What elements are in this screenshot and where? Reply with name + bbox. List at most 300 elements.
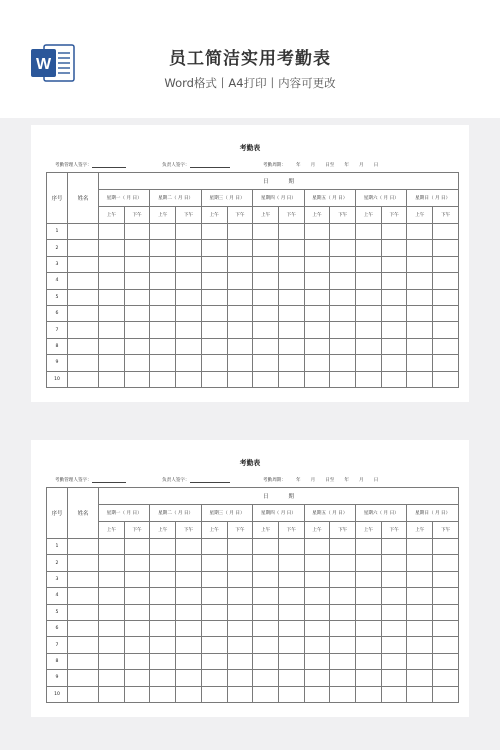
attendance-cell[interactable] — [150, 256, 176, 272]
attendance-cell[interactable] — [407, 637, 433, 653]
attendance-cell[interactable] — [176, 653, 202, 669]
attendance-cell[interactable] — [330, 224, 356, 240]
attendance-cell[interactable] — [381, 240, 407, 256]
attendance-cell[interactable] — [407, 653, 433, 669]
attendance-cell[interactable] — [253, 371, 279, 387]
attendance-cell[interactable] — [253, 355, 279, 371]
attendance-cell[interactable] — [176, 289, 202, 305]
attendance-cell[interactable] — [381, 338, 407, 354]
attendance-cell[interactable] — [433, 355, 459, 371]
attendance-cell[interactable] — [278, 555, 304, 571]
attendance-cell[interactable] — [304, 588, 330, 604]
attendance-cell[interactable] — [278, 620, 304, 636]
attendance-cell[interactable] — [304, 289, 330, 305]
attendance-cell[interactable] — [227, 338, 253, 354]
attendance-cell[interactable] — [330, 305, 356, 321]
attendance-cell[interactable] — [304, 637, 330, 653]
attendance-cell[interactable] — [124, 539, 150, 555]
attendance-cell[interactable] — [433, 555, 459, 571]
attendance-cell[interactable] — [227, 653, 253, 669]
attendance-cell[interactable] — [176, 224, 202, 240]
attendance-cell[interactable] — [150, 371, 176, 387]
attendance-cell[interactable] — [356, 686, 382, 702]
attendance-cell[interactable] — [330, 571, 356, 587]
attendance-cell[interactable] — [330, 240, 356, 256]
attendance-cell[interactable] — [201, 305, 227, 321]
name-cell[interactable] — [68, 604, 99, 620]
attendance-cell[interactable] — [150, 224, 176, 240]
attendance-cell[interactable] — [150, 338, 176, 354]
attendance-cell[interactable] — [253, 289, 279, 305]
attendance-cell[interactable] — [253, 539, 279, 555]
attendance-cell[interactable] — [304, 620, 330, 636]
attendance-cell[interactable] — [253, 305, 279, 321]
attendance-cell[interactable] — [433, 670, 459, 686]
attendance-cell[interactable] — [227, 539, 253, 555]
attendance-cell[interactable] — [304, 338, 330, 354]
attendance-cell[interactable] — [278, 604, 304, 620]
attendance-cell[interactable] — [356, 305, 382, 321]
attendance-cell[interactable] — [407, 305, 433, 321]
attendance-cell[interactable] — [356, 256, 382, 272]
attendance-cell[interactable] — [278, 289, 304, 305]
attendance-cell[interactable] — [278, 571, 304, 587]
attendance-cell[interactable] — [356, 289, 382, 305]
attendance-cell[interactable] — [201, 620, 227, 636]
attendance-cell[interactable] — [124, 555, 150, 571]
attendance-cell[interactable] — [381, 305, 407, 321]
attendance-cell[interactable] — [124, 670, 150, 686]
attendance-cell[interactable] — [381, 620, 407, 636]
attendance-cell[interactable] — [330, 637, 356, 653]
attendance-cell[interactable] — [176, 686, 202, 702]
name-cell[interactable] — [68, 224, 99, 240]
attendance-cell[interactable] — [433, 305, 459, 321]
attendance-cell[interactable] — [330, 653, 356, 669]
attendance-cell[interactable] — [99, 539, 125, 555]
attendance-cell[interactable] — [278, 338, 304, 354]
attendance-cell[interactable] — [124, 224, 150, 240]
attendance-cell[interactable] — [407, 686, 433, 702]
attendance-cell[interactable] — [433, 322, 459, 338]
attendance-cell[interactable] — [304, 224, 330, 240]
attendance-cell[interactable] — [330, 289, 356, 305]
attendance-cell[interactable] — [99, 273, 125, 289]
attendance-cell[interactable] — [304, 653, 330, 669]
attendance-cell[interactable] — [201, 338, 227, 354]
attendance-cell[interactable] — [407, 588, 433, 604]
attendance-cell[interactable] — [356, 273, 382, 289]
attendance-cell[interactable] — [201, 653, 227, 669]
attendance-cell[interactable] — [253, 256, 279, 272]
attendance-cell[interactable] — [253, 670, 279, 686]
attendance-cell[interactable] — [176, 322, 202, 338]
attendance-cell[interactable] — [330, 555, 356, 571]
attendance-cell[interactable] — [407, 371, 433, 387]
attendance-cell[interactable] — [278, 240, 304, 256]
attendance-cell[interactable] — [201, 240, 227, 256]
attendance-cell[interactable] — [201, 256, 227, 272]
attendance-cell[interactable] — [99, 653, 125, 669]
attendance-cell[interactable] — [124, 273, 150, 289]
attendance-cell[interactable] — [278, 637, 304, 653]
attendance-cell[interactable] — [407, 539, 433, 555]
attendance-cell[interactable] — [433, 338, 459, 354]
attendance-cell[interactable] — [253, 604, 279, 620]
attendance-cell[interactable] — [330, 371, 356, 387]
attendance-cell[interactable] — [201, 273, 227, 289]
name-cell[interactable] — [68, 273, 99, 289]
attendance-cell[interactable] — [227, 322, 253, 338]
attendance-cell[interactable] — [99, 686, 125, 702]
attendance-cell[interactable] — [227, 620, 253, 636]
attendance-cell[interactable] — [253, 240, 279, 256]
name-cell[interactable] — [68, 256, 99, 272]
attendance-cell[interactable] — [176, 305, 202, 321]
attendance-cell[interactable] — [381, 273, 407, 289]
name-cell[interactable] — [68, 637, 99, 653]
attendance-cell[interactable] — [176, 371, 202, 387]
name-cell[interactable] — [68, 620, 99, 636]
attendance-cell[interactable] — [356, 604, 382, 620]
attendance-cell[interactable] — [99, 322, 125, 338]
attendance-cell[interactable] — [356, 371, 382, 387]
attendance-cell[interactable] — [433, 653, 459, 669]
attendance-cell[interactable] — [201, 224, 227, 240]
attendance-cell[interactable] — [433, 588, 459, 604]
attendance-cell[interactable] — [330, 273, 356, 289]
attendance-cell[interactable] — [176, 273, 202, 289]
attendance-cell[interactable] — [150, 670, 176, 686]
attendance-cell[interactable] — [150, 322, 176, 338]
attendance-cell[interactable] — [381, 322, 407, 338]
attendance-cell[interactable] — [253, 588, 279, 604]
attendance-cell[interactable] — [176, 588, 202, 604]
attendance-cell[interactable] — [433, 289, 459, 305]
attendance-cell[interactable] — [176, 571, 202, 587]
attendance-cell[interactable] — [304, 273, 330, 289]
attendance-cell[interactable] — [253, 224, 279, 240]
attendance-cell[interactable] — [176, 637, 202, 653]
attendance-cell[interactable] — [201, 588, 227, 604]
attendance-cell[interactable] — [99, 355, 125, 371]
attendance-cell[interactable] — [330, 338, 356, 354]
attendance-cell[interactable] — [330, 355, 356, 371]
attendance-cell[interactable] — [201, 539, 227, 555]
attendance-cell[interactable] — [99, 604, 125, 620]
attendance-cell[interactable] — [433, 371, 459, 387]
attendance-cell[interactable] — [124, 305, 150, 321]
attendance-cell[interactable] — [407, 273, 433, 289]
attendance-cell[interactable] — [356, 322, 382, 338]
attendance-cell[interactable] — [227, 289, 253, 305]
attendance-cell[interactable] — [227, 256, 253, 272]
attendance-cell[interactable] — [227, 571, 253, 587]
attendance-cell[interactable] — [381, 670, 407, 686]
attendance-cell[interactable] — [124, 289, 150, 305]
attendance-cell[interactable] — [124, 637, 150, 653]
attendance-cell[interactable] — [278, 653, 304, 669]
name-cell[interactable] — [68, 555, 99, 571]
attendance-cell[interactable] — [356, 653, 382, 669]
attendance-cell[interactable] — [150, 637, 176, 653]
attendance-cell[interactable] — [433, 686, 459, 702]
name-cell[interactable] — [68, 240, 99, 256]
name-cell[interactable] — [68, 371, 99, 387]
attendance-cell[interactable] — [407, 604, 433, 620]
attendance-cell[interactable] — [99, 240, 125, 256]
name-cell[interactable] — [68, 686, 99, 702]
attendance-cell[interactable] — [253, 637, 279, 653]
attendance-cell[interactable] — [433, 637, 459, 653]
attendance-cell[interactable] — [356, 571, 382, 587]
attendance-cell[interactable] — [381, 637, 407, 653]
attendance-cell[interactable] — [201, 571, 227, 587]
attendance-cell[interactable] — [407, 338, 433, 354]
attendance-cell[interactable] — [381, 555, 407, 571]
attendance-cell[interactable] — [381, 571, 407, 587]
attendance-cell[interactable] — [99, 338, 125, 354]
attendance-cell[interactable] — [227, 555, 253, 571]
attendance-cell[interactable] — [150, 686, 176, 702]
attendance-cell[interactable] — [201, 637, 227, 653]
attendance-cell[interactable] — [99, 670, 125, 686]
attendance-cell[interactable] — [124, 355, 150, 371]
attendance-cell[interactable] — [304, 670, 330, 686]
attendance-cell[interactable] — [176, 256, 202, 272]
attendance-cell[interactable] — [330, 539, 356, 555]
attendance-cell[interactable] — [124, 604, 150, 620]
attendance-cell[interactable] — [381, 355, 407, 371]
attendance-cell[interactable] — [304, 322, 330, 338]
attendance-cell[interactable] — [433, 620, 459, 636]
attendance-cell[interactable] — [150, 571, 176, 587]
attendance-cell[interactable] — [356, 224, 382, 240]
attendance-cell[interactable] — [253, 653, 279, 669]
attendance-cell[interactable] — [99, 571, 125, 587]
attendance-cell[interactable] — [150, 305, 176, 321]
attendance-cell[interactable] — [227, 371, 253, 387]
attendance-cell[interactable] — [356, 355, 382, 371]
attendance-cell[interactable] — [433, 571, 459, 587]
attendance-cell[interactable] — [124, 620, 150, 636]
attendance-cell[interactable] — [278, 539, 304, 555]
attendance-cell[interactable] — [99, 555, 125, 571]
attendance-cell[interactable] — [150, 653, 176, 669]
attendance-cell[interactable] — [227, 637, 253, 653]
attendance-cell[interactable] — [227, 588, 253, 604]
attendance-cell[interactable] — [150, 240, 176, 256]
attendance-cell[interactable] — [278, 355, 304, 371]
attendance-cell[interactable] — [150, 289, 176, 305]
attendance-cell[interactable] — [304, 571, 330, 587]
attendance-cell[interactable] — [124, 371, 150, 387]
attendance-cell[interactable] — [227, 224, 253, 240]
attendance-cell[interactable] — [330, 604, 356, 620]
attendance-cell[interactable] — [407, 670, 433, 686]
attendance-cell[interactable] — [356, 588, 382, 604]
attendance-cell[interactable] — [433, 240, 459, 256]
attendance-cell[interactable] — [407, 322, 433, 338]
attendance-cell[interactable] — [227, 273, 253, 289]
attendance-cell[interactable] — [304, 305, 330, 321]
attendance-cell[interactable] — [433, 224, 459, 240]
attendance-cell[interactable] — [176, 355, 202, 371]
attendance-cell[interactable] — [304, 555, 330, 571]
attendance-cell[interactable] — [99, 305, 125, 321]
attendance-cell[interactable] — [407, 620, 433, 636]
attendance-cell[interactable] — [407, 555, 433, 571]
attendance-cell[interactable] — [304, 256, 330, 272]
attendance-cell[interactable] — [253, 322, 279, 338]
attendance-cell[interactable] — [356, 240, 382, 256]
attendance-cell[interactable] — [176, 620, 202, 636]
attendance-cell[interactable] — [124, 256, 150, 272]
attendance-cell[interactable] — [278, 371, 304, 387]
attendance-cell[interactable] — [150, 555, 176, 571]
name-cell[interactable] — [68, 322, 99, 338]
attendance-cell[interactable] — [124, 240, 150, 256]
attendance-cell[interactable] — [304, 355, 330, 371]
attendance-cell[interactable] — [201, 371, 227, 387]
attendance-cell[interactable] — [253, 620, 279, 636]
attendance-cell[interactable] — [381, 224, 407, 240]
name-cell[interactable] — [68, 539, 99, 555]
attendance-cell[interactable] — [201, 686, 227, 702]
attendance-cell[interactable] — [278, 670, 304, 686]
attendance-cell[interactable] — [381, 604, 407, 620]
name-cell[interactable] — [68, 338, 99, 354]
attendance-cell[interactable] — [330, 620, 356, 636]
attendance-cell[interactable] — [150, 539, 176, 555]
attendance-cell[interactable] — [330, 686, 356, 702]
attendance-cell[interactable] — [227, 686, 253, 702]
attendance-cell[interactable] — [227, 604, 253, 620]
attendance-cell[interactable] — [176, 338, 202, 354]
attendance-cell[interactable] — [407, 224, 433, 240]
attendance-cell[interactable] — [227, 240, 253, 256]
attendance-cell[interactable] — [201, 289, 227, 305]
attendance-cell[interactable] — [381, 256, 407, 272]
attendance-cell[interactable] — [124, 653, 150, 669]
name-cell[interactable] — [68, 571, 99, 587]
attendance-cell[interactable] — [253, 273, 279, 289]
attendance-cell[interactable] — [407, 289, 433, 305]
attendance-cell[interactable] — [356, 555, 382, 571]
attendance-cell[interactable] — [356, 637, 382, 653]
attendance-cell[interactable] — [99, 620, 125, 636]
attendance-cell[interactable] — [407, 256, 433, 272]
attendance-cell[interactable] — [99, 224, 125, 240]
attendance-cell[interactable] — [356, 620, 382, 636]
attendance-cell[interactable] — [124, 571, 150, 587]
name-cell[interactable] — [68, 305, 99, 321]
attendance-cell[interactable] — [201, 322, 227, 338]
attendance-cell[interactable] — [381, 371, 407, 387]
attendance-cell[interactable] — [278, 322, 304, 338]
attendance-cell[interactable] — [253, 571, 279, 587]
attendance-cell[interactable] — [433, 273, 459, 289]
attendance-cell[interactable] — [201, 670, 227, 686]
attendance-cell[interactable] — [99, 588, 125, 604]
attendance-cell[interactable] — [330, 256, 356, 272]
attendance-cell[interactable] — [227, 670, 253, 686]
attendance-cell[interactable] — [227, 305, 253, 321]
attendance-cell[interactable] — [201, 355, 227, 371]
attendance-cell[interactable] — [150, 273, 176, 289]
attendance-cell[interactable] — [124, 686, 150, 702]
attendance-cell[interactable] — [433, 256, 459, 272]
attendance-cell[interactable] — [176, 539, 202, 555]
attendance-cell[interactable] — [356, 539, 382, 555]
attendance-cell[interactable] — [150, 355, 176, 371]
attendance-cell[interactable] — [253, 338, 279, 354]
attendance-cell[interactable] — [124, 322, 150, 338]
attendance-cell[interactable] — [124, 588, 150, 604]
attendance-cell[interactable] — [253, 686, 279, 702]
attendance-cell[interactable] — [433, 604, 459, 620]
attendance-cell[interactable] — [150, 604, 176, 620]
name-cell[interactable] — [68, 289, 99, 305]
attendance-cell[interactable] — [356, 670, 382, 686]
attendance-cell[interactable] — [304, 686, 330, 702]
attendance-cell[interactable] — [150, 620, 176, 636]
attendance-cell[interactable] — [330, 322, 356, 338]
attendance-cell[interactable] — [201, 555, 227, 571]
attendance-cell[interactable] — [304, 604, 330, 620]
attendance-cell[interactable] — [278, 686, 304, 702]
attendance-cell[interactable] — [278, 273, 304, 289]
attendance-cell[interactable] — [330, 588, 356, 604]
attendance-cell[interactable] — [304, 371, 330, 387]
name-cell[interactable] — [68, 670, 99, 686]
attendance-cell[interactable] — [433, 539, 459, 555]
attendance-cell[interactable] — [381, 653, 407, 669]
name-cell[interactable] — [68, 588, 99, 604]
attendance-cell[interactable] — [176, 240, 202, 256]
attendance-cell[interactable] — [201, 604, 227, 620]
attendance-cell[interactable] — [176, 555, 202, 571]
attendance-cell[interactable] — [176, 670, 202, 686]
name-cell[interactable] — [68, 653, 99, 669]
name-cell[interactable] — [68, 355, 99, 371]
attendance-cell[interactable] — [304, 240, 330, 256]
attendance-cell[interactable] — [381, 686, 407, 702]
attendance-cell[interactable] — [278, 305, 304, 321]
attendance-cell[interactable] — [407, 355, 433, 371]
attendance-cell[interactable] — [99, 637, 125, 653]
attendance-cell[interactable] — [176, 604, 202, 620]
attendance-cell[interactable] — [330, 670, 356, 686]
attendance-cell[interactable] — [253, 555, 279, 571]
attendance-cell[interactable] — [407, 240, 433, 256]
attendance-cell[interactable] — [99, 371, 125, 387]
attendance-cell[interactable] — [407, 571, 433, 587]
attendance-cell[interactable] — [356, 338, 382, 354]
attendance-cell[interactable] — [381, 289, 407, 305]
attendance-cell[interactable] — [150, 588, 176, 604]
attendance-cell[interactable] — [278, 224, 304, 240]
attendance-cell[interactable] — [381, 539, 407, 555]
attendance-cell[interactable] — [124, 338, 150, 354]
attendance-cell[interactable] — [99, 289, 125, 305]
attendance-cell[interactable] — [278, 588, 304, 604]
attendance-cell[interactable] — [278, 256, 304, 272]
attendance-cell[interactable] — [227, 355, 253, 371]
attendance-cell[interactable] — [381, 588, 407, 604]
attendance-cell[interactable] — [304, 539, 330, 555]
attendance-cell[interactable] — [99, 256, 125, 272]
